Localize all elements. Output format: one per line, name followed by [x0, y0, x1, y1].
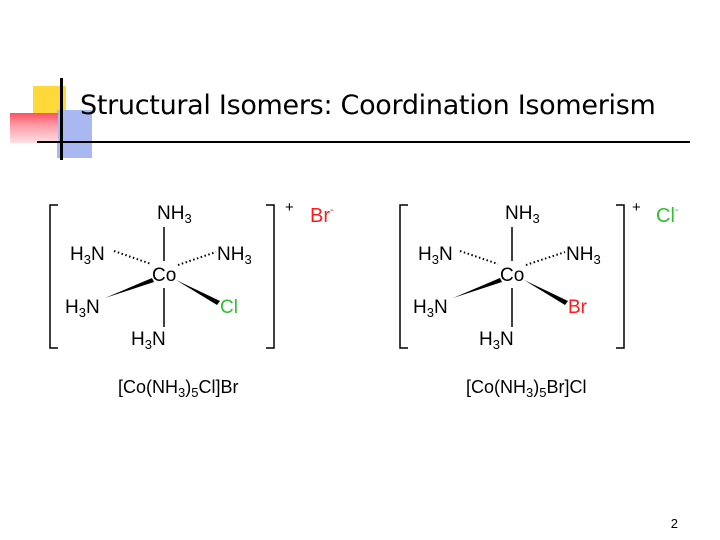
- ligand-lower-left: $H_3N$: [65, 297, 100, 320]
- logo-red-square: [10, 113, 58, 143]
- title-vertical-rule: [60, 78, 63, 160]
- metal-center: Co: [152, 265, 177, 286]
- ligand-lower-left: $H_3N$: [413, 297, 448, 320]
- complex-structure-2: [390, 190, 720, 400]
- slide-title: Structural Isomers: Coordination Isomerism: [80, 90, 656, 121]
- counter-ion: Cl-: [656, 204, 679, 227]
- metal-center: Co: [500, 265, 525, 286]
- ligand-upper-left: $H_3N$: [70, 244, 105, 267]
- bond-lower-right-wedge: [176, 280, 220, 305]
- bond-lower-right-wedge: [524, 280, 568, 305]
- right-bracket: [616, 205, 624, 348]
- ligand-bottom: $H_3N$: [131, 329, 166, 352]
- bond-lower-left-wedge: [105, 278, 154, 298]
- title-underline-rule: [37, 141, 690, 143]
- ligand-top: $NH_3$: [505, 203, 540, 226]
- ligand-bottom: $H_3N$: [479, 329, 514, 352]
- left-bracket: [400, 205, 408, 348]
- ligand-upper-right: $NH_3$: [217, 244, 252, 267]
- bond-lower-left-wedge: [453, 278, 502, 298]
- ligand-top: $NH_3$: [157, 203, 192, 226]
- counter-ion: Br-: [310, 204, 334, 227]
- complex-formula: $[Co(NH_3)_5Br]Cl$: [466, 377, 587, 400]
- complex-charge: +: [285, 199, 294, 216]
- bond-upper-left-hashed: [114, 251, 151, 264]
- right-bracket: [266, 205, 274, 348]
- complex-charge: +: [632, 199, 641, 216]
- bond-upper-right-hashed: [526, 252, 565, 265]
- ligand-upper-right: $NH_3$: [566, 244, 601, 267]
- complex-formula: $[Co(NH_3)_5Cl]Br$: [118, 377, 239, 400]
- page-number: 2: [670, 516, 678, 531]
- left-bracket: [50, 205, 58, 348]
- bond-upper-right-hashed: [178, 252, 216, 265]
- ligand-lower-right: Cl: [220, 297, 238, 318]
- ligand-lower-right: Br: [568, 297, 587, 318]
- bond-upper-left-hashed: [460, 251, 498, 264]
- ligand-upper-left: $H_3N$: [418, 244, 453, 267]
- complex-structure-1: [40, 190, 370, 400]
